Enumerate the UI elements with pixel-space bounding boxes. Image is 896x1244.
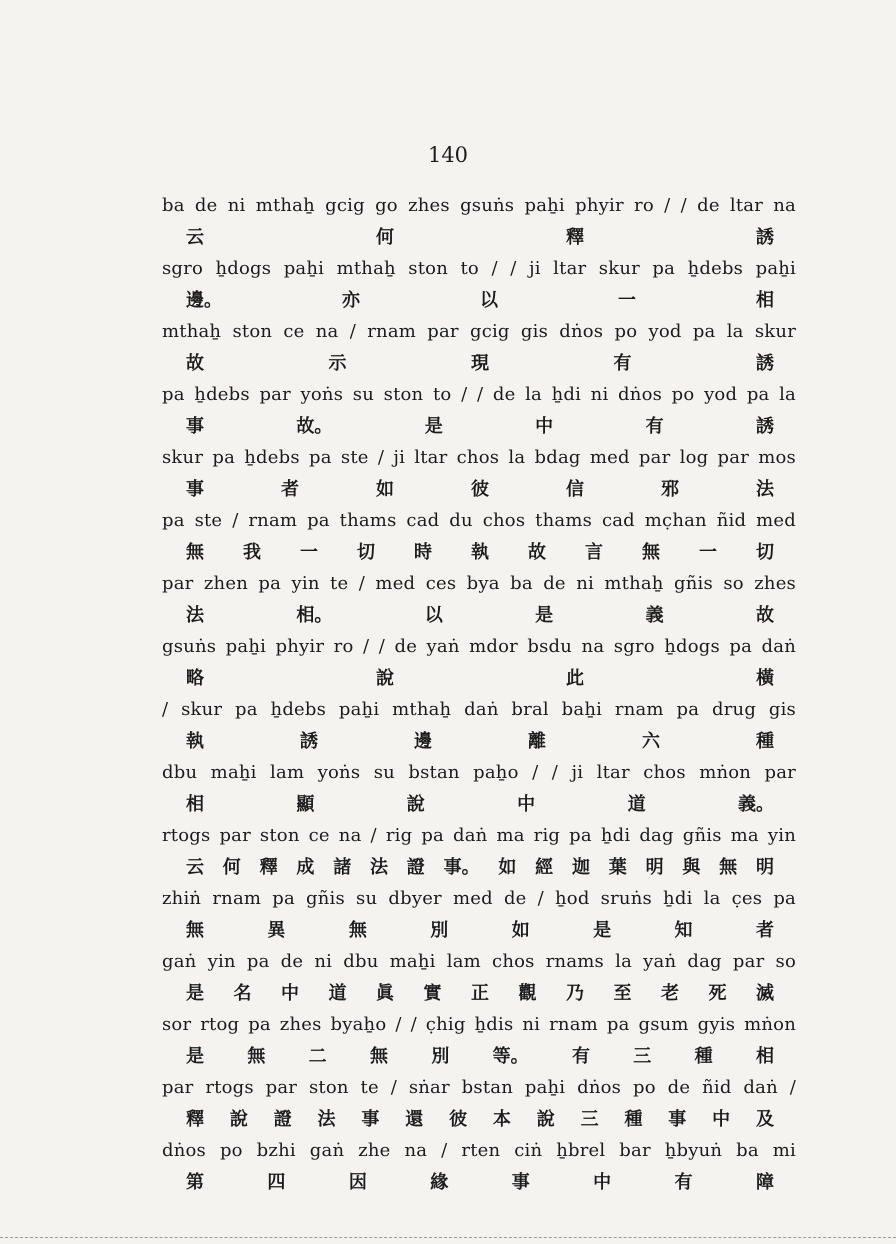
text-line-pair [162, 698, 796, 761]
chinese-character: 一 [300, 542, 318, 563]
chinese-character: 邊。 [186, 290, 222, 311]
tibetan-transliteration-line: ba de ni mthaẖ gcig go zhes gsuṅs paẖi phyir ro / / de ltar na [162, 195, 796, 216]
chinese-character: 如 [511, 920, 530, 941]
chinese-character: 觀 [518, 983, 537, 1004]
chinese-character: 是 [186, 1046, 204, 1067]
chinese-character: 彼 [449, 1109, 468, 1130]
chinese-character: 是 [424, 416, 443, 437]
chinese-character: 言 [585, 542, 603, 563]
chinese-character: 事 [511, 1172, 530, 1193]
chinese-character: 時 [414, 542, 432, 563]
tibetan-transliteration-line: par rtogs par ston te / sṅar bstan paẖi dṅos po de ñid daṅ / [162, 1077, 796, 1098]
chinese-character: 相 [186, 794, 204, 815]
chinese-character: 彼 [471, 479, 489, 500]
chinese-gloss-line [186, 352, 774, 376]
chinese-character: 因 [348, 1172, 367, 1193]
chinese-character: 二 [308, 1046, 327, 1067]
chinese-character: 此 [566, 668, 584, 689]
chinese-character: 一 [618, 290, 636, 311]
chinese-character: 故。 [296, 416, 333, 437]
chinese-character: 誘 [756, 227, 774, 248]
chinese-gloss-line [186, 478, 774, 502]
text-line-pair [162, 950, 796, 1013]
tibetan-transliteration-line: mthaẖ ston ce na / rnam par gcig gis dṅos po yod pa la skur [162, 321, 796, 342]
tibetan-transliteration-line: gaṅ yin pa de ni dbu maẖi lam chos rnams la yaṅ dag par so [162, 951, 796, 972]
chinese-character: 四 [267, 1172, 286, 1193]
chinese-character: 以 [424, 605, 443, 626]
chinese-character: 緣 [430, 1172, 449, 1193]
chinese-character: 法 [186, 605, 204, 626]
chinese-character: 明 [645, 857, 664, 878]
chinese-character: 乃 [566, 983, 584, 1004]
chinese-character: 第 [186, 1172, 204, 1193]
chinese-character: 現 [471, 353, 489, 374]
chinese-character: 略 [186, 668, 204, 689]
chinese-character: 六 [642, 731, 660, 752]
chinese-character: 切 [357, 542, 375, 563]
chinese-character: 云 [186, 227, 204, 248]
chinese-character: 誘 [300, 731, 318, 752]
chinese-character: 亦 [342, 290, 360, 311]
chinese-character: 故 [755, 605, 774, 626]
chinese-character: 釋 [566, 227, 584, 248]
chinese-gloss-line [186, 415, 774, 439]
chinese-character: 以 [480, 290, 498, 311]
chinese-gloss-line [186, 541, 774, 565]
chinese-character: 無 [642, 542, 660, 563]
chinese-gloss-line [186, 982, 774, 1006]
chinese-character: 說 [376, 668, 394, 689]
text-line-pair [162, 824, 796, 887]
chinese-character: 是 [535, 605, 554, 626]
chinese-character: 法 [317, 1109, 336, 1130]
tibetan-transliteration-line: dṅos po bzhi gaṅ zhe na / rten ciṅ ẖbrel bar ẖbyuṅ ba mi [162, 1140, 796, 1161]
chinese-character: 至 [613, 983, 632, 1004]
chinese-character: 無 [719, 857, 738, 878]
chinese-character: 經 [535, 857, 554, 878]
chinese-character: 誘 [756, 353, 774, 374]
chinese-character: 我 [243, 542, 261, 563]
chinese-character: 事 [361, 1109, 380, 1130]
chinese-character: 中 [712, 1109, 731, 1130]
chinese-character: 中 [517, 794, 536, 815]
chinese-gloss-line [186, 1045, 774, 1069]
chinese-character: 釋 [186, 1109, 204, 1130]
tibetan-transliteration-line: rtogs par ston ce na / rig pa daṅ ma rig pa ẖdi dag gñis ma yin [162, 825, 796, 846]
chinese-character: 諸 [333, 857, 352, 878]
chinese-character: 無 [348, 920, 367, 941]
chinese-character: 無 [369, 1046, 388, 1067]
chinese-character: 事 [186, 416, 204, 437]
chinese-character: 葉 [608, 857, 627, 878]
tibetan-transliteration-line: pa ẖdebs par yoṅs su ston to / / de la ẖdi ni dṅos po yod pa la [162, 384, 796, 405]
page-number: 140 [427, 143, 469, 167]
chinese-character: 橫 [756, 668, 774, 689]
chinese-character: 相。 [296, 605, 333, 626]
chinese-character: 云 [186, 857, 204, 878]
bottom-rule [0, 1237, 896, 1238]
text-line-pair [162, 887, 796, 950]
chinese-character: 事 [668, 1109, 687, 1130]
chinese-character: 誘 [755, 416, 774, 437]
chinese-character: 等。 [492, 1046, 529, 1067]
chinese-character: 知 [674, 920, 693, 941]
chinese-character: 有 [613, 353, 632, 374]
chinese-gloss-line [186, 1171, 774, 1195]
chinese-character: 如 [376, 479, 394, 500]
text-line-pair [162, 1076, 796, 1139]
chinese-character: 三 [580, 1109, 599, 1130]
chinese-character: 中 [281, 983, 299, 1004]
tibetan-transliteration-line: pa ste / rnam pa thams cad du chos thams cad mc̣han ñid med [162, 510, 796, 531]
chinese-character: 如 [498, 857, 517, 878]
chinese-character: 本 [492, 1109, 511, 1130]
chinese-character: 信 [566, 479, 584, 500]
tibetan-transliteration-line: sgro ẖdogs paẖi mthaẖ ston to / / ji ltar skur pa ẖdebs paẖi [162, 258, 796, 279]
text-line-pair [162, 257, 796, 320]
chinese-character: 有 [674, 1172, 693, 1193]
text-line-pair [162, 446, 796, 509]
chinese-character: 法 [756, 479, 774, 500]
chinese-character: 相 [756, 290, 774, 311]
chinese-character: 明 [755, 857, 774, 878]
text-line-pair [162, 1013, 796, 1076]
chinese-gloss-line [186, 919, 774, 943]
chinese-gloss-line [186, 856, 774, 880]
chinese-character: 成 [296, 857, 315, 878]
chinese-character: 名 [233, 983, 252, 1004]
chinese-character: 何 [222, 857, 241, 878]
chinese-character: 種 [624, 1109, 643, 1130]
chinese-character: 無 [186, 920, 204, 941]
tibetan-transliteration-line: / skur pa ẖdebs paẖi mthaẖ daṅ bral baẖi rnam pa drug gis [162, 699, 796, 720]
chinese-character: 迦 [571, 857, 590, 878]
chinese-character: 道 [328, 983, 347, 1004]
chinese-gloss-line [186, 667, 774, 691]
chinese-gloss-line [186, 1108, 774, 1132]
chinese-gloss-line [186, 289, 774, 313]
chinese-character: 是 [593, 920, 612, 941]
chinese-character: 是 [186, 983, 204, 1004]
chinese-character: 異 [267, 920, 286, 941]
chinese-character: 死 [708, 983, 727, 1004]
chinese-character: 證 [406, 857, 425, 878]
chinese-character: 證 [273, 1109, 292, 1130]
tibetan-transliteration-line: sor rtog pa zhes byaẖo / / c̣hig ẖdis ni rnam pa gsum gyis mṅon [162, 1014, 796, 1035]
chinese-character: 及 [755, 1109, 774, 1130]
chinese-character: 種 [694, 1046, 713, 1067]
chinese-character: 法 [369, 857, 388, 878]
chinese-character: 邪 [661, 479, 679, 500]
chinese-character: 障 [755, 1172, 774, 1193]
chinese-character: 故 [528, 542, 546, 563]
chinese-character: 執 [186, 731, 204, 752]
chinese-character: 還 [405, 1109, 424, 1130]
tibetan-transliteration-line: gsuṅs paẖi phyir ro / / de yaṅ mdor bsdu na sgro ẖdogs pa daṅ [162, 636, 796, 657]
chinese-character: 三 [633, 1046, 652, 1067]
chinese-character: 故 [186, 353, 204, 374]
chinese-character: 滅 [756, 983, 774, 1004]
chinese-gloss-line [186, 604, 774, 628]
chinese-character: 執 [471, 542, 489, 563]
chinese-character: 何 [376, 227, 394, 248]
chinese-character: 邊 [414, 731, 432, 752]
chinese-character: 中 [535, 416, 554, 437]
chinese-gloss-line [186, 226, 774, 250]
chinese-character: 別 [430, 920, 449, 941]
chinese-character: 義。 [737, 794, 774, 815]
chinese-character: 說 [536, 1109, 555, 1130]
text-line-pair [162, 320, 796, 383]
chinese-character: 切 [756, 542, 774, 563]
chinese-character: 說 [406, 794, 425, 815]
chinese-character: 實 [423, 983, 442, 1004]
chinese-character: 種 [756, 731, 774, 752]
tibetan-transliteration-line: par zhen pa yin te / med ces bya ba de ni mthaẖ gñis so zhes [162, 573, 796, 594]
text-line-pair [162, 761, 796, 824]
text-line-pair [162, 635, 796, 698]
chinese-character: 中 [593, 1172, 612, 1193]
tibetan-transliteration-line: zhiṅ rnam pa gñis su dbyer med de / ẖod sruṅs ẖdi la c̣es pa [162, 888, 796, 909]
chinese-character: 無 [247, 1046, 266, 1067]
chinese-character: 者 [281, 479, 299, 500]
chinese-character: 與 [682, 857, 701, 878]
chinese-character: 老 [661, 983, 679, 1004]
tibetan-transliteration-line: dbu maẖi lam yoṅs su bstan paẖo / / ji ltar chos mṅon par [162, 762, 796, 783]
text-line-pair [162, 509, 796, 572]
chinese-character: 者 [755, 920, 774, 941]
chinese-character: 眞 [376, 983, 394, 1004]
chinese-character: 事。 [443, 857, 480, 878]
chinese-character: 示 [328, 353, 347, 374]
chinese-character: 一 [699, 542, 717, 563]
chinese-character: 義 [645, 605, 664, 626]
chinese-gloss-line [186, 793, 774, 817]
text-line-pair [162, 572, 796, 635]
chinese-character: 顯 [296, 794, 315, 815]
chinese-character: 道 [627, 794, 646, 815]
text-line-pair [162, 194, 796, 257]
chinese-character: 離 [528, 731, 546, 752]
chinese-character: 事 [186, 479, 204, 500]
chinese-character: 釋 [259, 857, 278, 878]
text-line-pair [162, 1139, 796, 1202]
text-line-pair [162, 383, 796, 446]
tibetan-transliteration-line: skur pa ẖdebs pa ste / ji ltar chos la bdag med par log par mos [162, 447, 796, 468]
page-body [162, 194, 796, 1202]
chinese-character: 別 [431, 1046, 450, 1067]
chinese-character: 正 [471, 983, 489, 1004]
chinese-character: 說 [229, 1109, 248, 1130]
chinese-character: 相 [755, 1046, 774, 1067]
chinese-character: 有 [571, 1046, 590, 1067]
chinese-gloss-line [186, 730, 774, 754]
chinese-character: 無 [186, 542, 204, 563]
chinese-character: 有 [645, 416, 664, 437]
